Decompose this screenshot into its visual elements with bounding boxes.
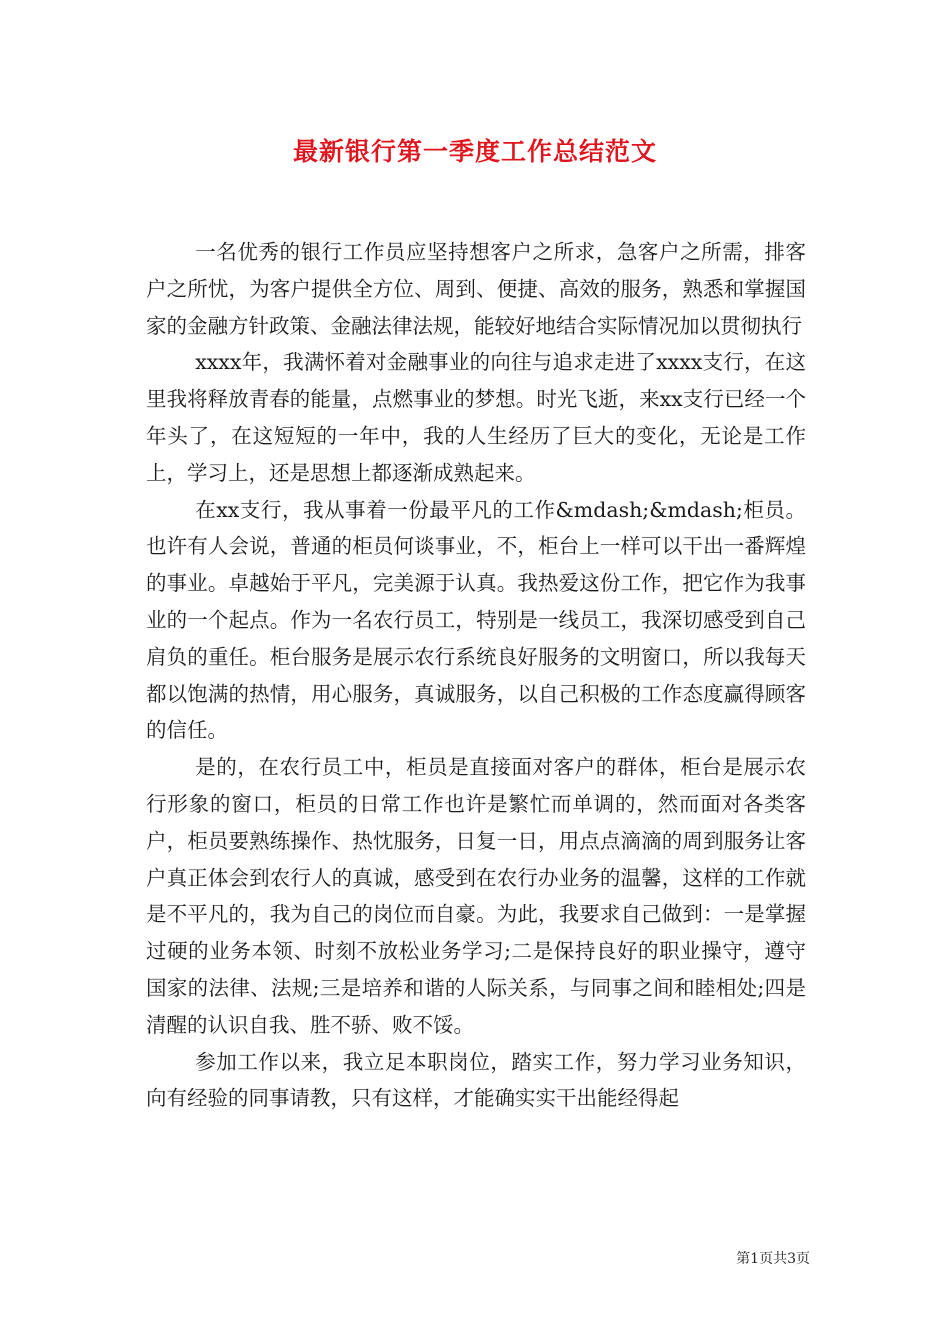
paragraph: 一名优秀的银行工作员应坚持想客户之所求，急客户之所需，排客户之所忧，为客户提供全方位、周到、便捷、高效的服务，熟悉和掌握国家的金融方针政策、金融法律法规，能较好地结合实际情况加以贯彻执行: [146, 240, 806, 338]
document-title: 最新银行第一季度工作总结范文: [292, 137, 657, 166]
paragraph: 在xx支行，我从事着一份最平凡的工作&mdash;&mdash;柜员。也许有人会说，普通的柜员何谈事业，不，柜台上一样可以干出一番辉煌的事业。卓越始于平凡，完美源于认真。我热爱这份工作，把它作为我事业的一个起点。作为一名农行员工，特别是一线员工，我深切感受到自己肩负的重任。柜台服务是展示农行系统良好服务的文明窗口，所以我每天都以饱满的热情，用心服务，真诚服务，以自己积极的工作态度赢得顾客的信任。: [146, 497, 806, 743]
document-body: [146, 234, 806, 1117]
page-number: 第1页共3页: [736, 1251, 810, 1267]
paragraph: xxxx年，我满怀着对金融事业的向往与追求走进了xxxx支行，在这里我将释放青春的能量，点燃事业的梦想。时光飞逝，来xx支行已经一个年头了，在这短短的一年中，我的人生经历了巨大的变化，无论是工作上，学习上，还是思想上都逐渐成熟起来。: [146, 350, 806, 485]
paragraph: 是的，在农行员工中，柜员是直接面对客户的群体，柜台是展示农行形象的窗口，柜员的日常工作也许是繁忙而单调的，然而面对各类客户，柜员要熟练操作、热忱服务，日复一日，用点点滴滴的周到服务让客户真正体会到农行人的真诚，感受到在农行办业务的温馨，这样的工作就是不平凡的，我为自己的岗位而自豪。为此，我要求自己做到：一是掌握过硬的业务本领、时刻不放松业务学习;二是保持良好的职业操守，遵守国家的法律、法规;三是培养和谐的人际关系，与同事之间和睦相处;四是清醒的认识自我、胜不骄、败不馁。: [146, 755, 806, 1037]
paragraph: 参加工作以来，我立足本职岗位，踏实工作，努力学习业务知识，向有经验的同事请教，只有这样，才能确实实干出能经得起: [146, 1049, 806, 1111]
